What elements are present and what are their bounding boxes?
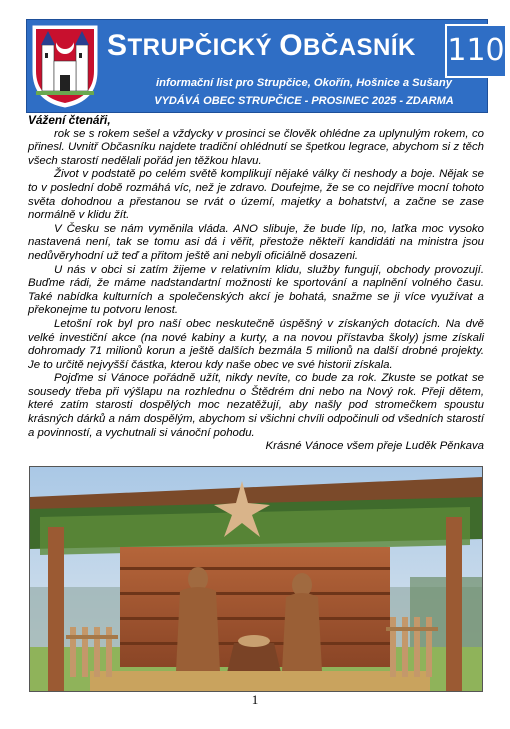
greeting: Vážení čtenáři, — [28, 113, 111, 127]
paragraph: Život v podstatě po celém světě komplikují nějaké války či neshody a boje. Nějak se to v poslední době rozmáhá víc, než je zdravo. Doufejme, že se co nejdříve mocní tohoto světa dohodnou a přestanou se rvát o území, majetky a bohatství, a začne se zase normálně v klidu žít. — [28, 168, 484, 222]
nativity-scene-photo — [29, 466, 483, 692]
subtitle: informační list pro Strupčice, Okořín, Hošnice a Sušany — [156, 77, 452, 89]
coat-of-arms-icon — [30, 23, 100, 109]
paragraph: Letošní rok byl pro naší obec neskutečně úspěšný v získaných dotacích. Na dvě velké investiční akce (na nové kabiny a kurty, a na novou přístavba školy) jsme získali dohromady 71 milionů korun a ještě dalších bezmála 5 milionů na další drobné projekty. Je to určitě nejvyšší částka, kterou kdy naše obec ve své historii získala. — [28, 317, 484, 371]
page-number: 1 — [251, 692, 259, 707]
paragraph: U nás v obci si zatím žijeme v relativním klidu, služby fungují, obchody provozují. Buďme rádi, že máme nadstandartní možnosti ke sportování a naplnění volného času. Také nabídka kulturních a společenských akcí je bohatá, snažme se ji více využívat a překonejme tu potvoru lenost. — [28, 263, 484, 317]
editorial-letter — [28, 114, 484, 454]
paragraph: Pojďme si Vánoce pořádně užít, nikdy nevíte, co bude za rok. Zkuste se potkat se sousedy třeba při výšlapu na rozhlednu o Štědrém dni nebo na Nový rok. Přeji dětem, které zatím starosti dospělých moc nezatěžují, aby našly pod stromečkem spoustu krásných dárků a nám dospělým, abychom si všichni chvíli odpočinuli od všedních starostí a povinností, a vychutnali si vánoční pohodu. — [28, 372, 484, 439]
masthead — [26, 19, 505, 113]
newsletter-title: STRUPČICKÝ OBČASNÍK — [107, 29, 416, 62]
issue-number: 110 — [445, 24, 507, 78]
paragraph: V Česku se nám vyměnila vláda. ANO slibuje, že bude líp, no, laťka moc vysoko nastavená není, tak se tomu asi dá i věřit, přestože někteří kandidáti na ministra jsou nedůvěryhodní už teď a přitom ještě ani nebyli oficiálně dosazeni. — [28, 222, 484, 262]
paragraph: rok se s rokem sešel a vždycky v prosinci se člověk ohlédne za uplynulým rokem, co přinesl. Uvnitř Občasníku najdete tradiční ohlédnutí se špetkou legrace, abychom si z těch všech starostí nedělali pořád jen těžkou hlavu. — [28, 127, 484, 167]
signature: Krásné Vánoce všem přeje Luděk Pěnkava — [265, 440, 484, 453]
publisher-line: VYDÁVÁ OBEC STRUPČICE - PROSINEC 2025 - ZDARMA — [154, 95, 454, 107]
